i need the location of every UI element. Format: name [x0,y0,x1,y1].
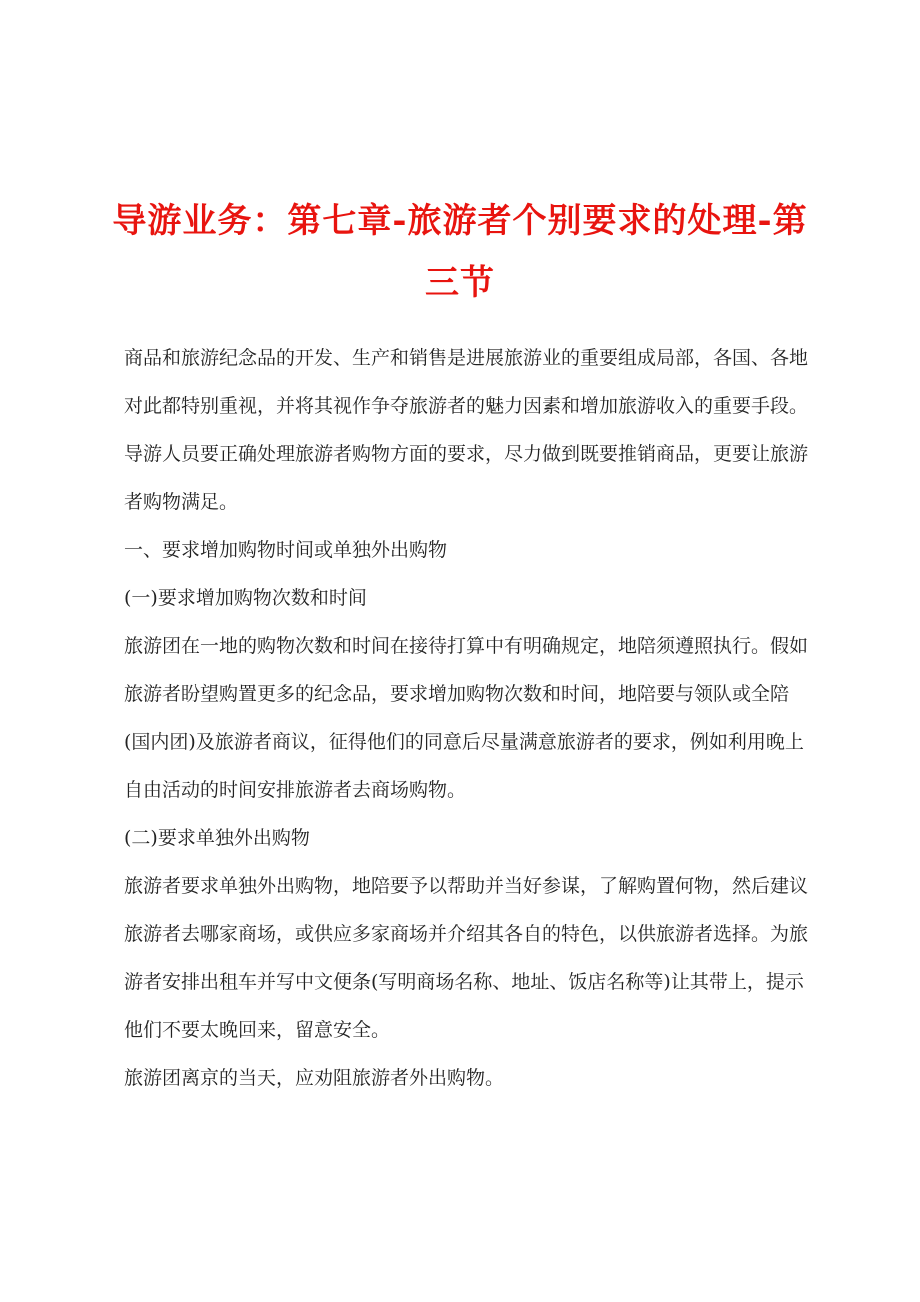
paragraph-departure-day: 旅游团离京的当天，应劝阻旅游者外出购物。 [124,1067,505,1089]
document-title: 导游业务：第七章-旅游者个别要求的处理-第三节 [112,201,808,303]
subsection-heading-2: (二)要求单独外出购物 [124,827,310,849]
subsection-heading-1: (一)要求增加购物次数和时间 [124,587,367,609]
document-body [124,334,814,1102]
paragraph-increase-shopping: 旅游团在一地的购物次数和时间在接待打算中有明确规定，地陪须遵照执行。假如旅游者盼望购置更多的纪念品，要求增加购物次数和时间，地陪要与领队或全陪(国内团)及旅游者商议，征得他们的同意后尽量满意旅游者的要求，例如利用晚上自由活动的时间安排旅游者去商场购物。 [124,635,809,801]
paragraph-solo-shopping: 旅游者要求单独外出购物，地陪要予以帮助并当好参谋，了解购置何物，然后建议旅游者去哪家商场，或供应多家商场并介绍其各自的特色，以供旅游者选择。为旅游者安排出租车并写中文便条(写明商场名称、地址、饭店名称等)让其带上，提示他们不要太晚回来，留意安全。 [124,875,809,1041]
paragraph-intro: 商品和旅游纪念品的开发、生产和销售是进展旅游业的重要组成局部，各国、各地对此都特别重视，并将其视作争夺旅游者的魅力因素和增加旅游收入的重要手段。 [124,347,809,417]
section-heading-1: 一、要求增加购物时间或单独外出购物 [124,539,448,561]
paragraph-guide-duty: 导游人员要正确处理旅游者购物方面的要求，尽力做到既要推销商品，更要让旅游者购物满足。 [124,443,809,513]
